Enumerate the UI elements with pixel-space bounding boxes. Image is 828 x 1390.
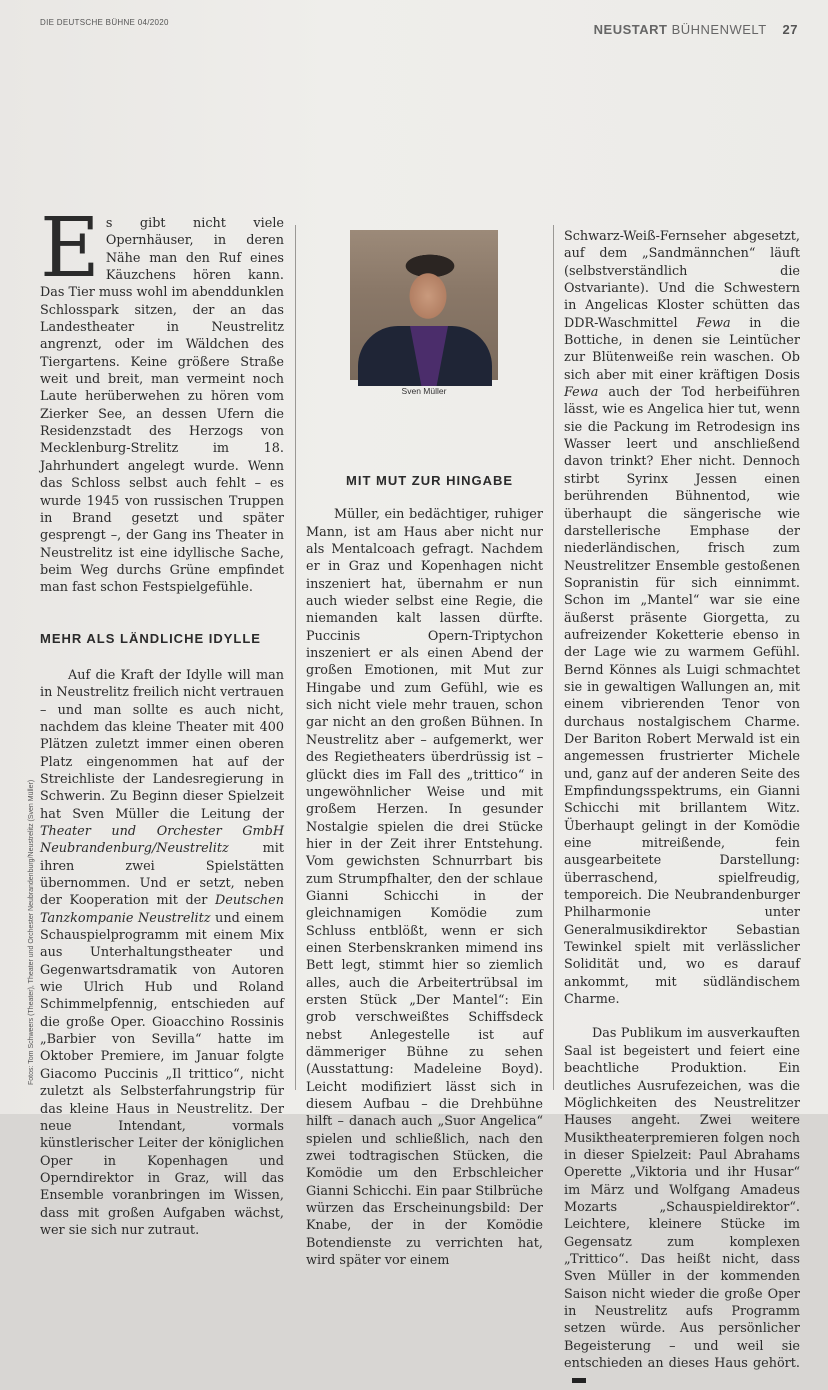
column-3 xyxy=(564,228,800,1390)
p3-text-a: Schwarz-Weiß-Fernseher abgesetzt, auf dem „Sandmännchen“ läuft (selbstverständlich die Ostvariante). Und die Schwestern in Angelicas Kloster schütten das DDR-Waschmittel xyxy=(564,229,800,331)
column-3-paragraph-2 xyxy=(564,1025,800,1389)
p3-text-b: in die Bottiche, in denen sie Leintücher zur Blütenweiße rein waschen. Ob sich aber mit einer kräftigen Dosis xyxy=(564,315,801,383)
p2-text-a: Auf die Kraft der Idylle will man in Neustrelitz freilich nicht vertrauen – und man sollte es auch nicht, nachdem das kleine Theater mit 400 Plätzen zuletzt immer einen oberen Platz eingenommen hat auf der Streichliste der Landesregierung in Schwerin. Zu Beginn dieser Spielzeit hat Sven Müller die Leitung der xyxy=(40,667,284,822)
column-2 xyxy=(306,472,543,1269)
dropcap: E xyxy=(40,201,100,296)
p2-italic-tanz: Deutschen Tanzkompanie Neustrelitz xyxy=(40,893,284,926)
p2-text-b: mit ihren zwei Spielstätten übernommen. Und er setzt, neben der Kooperation mit der xyxy=(40,841,284,909)
section-header xyxy=(594,22,798,37)
end-mark xyxy=(572,1378,586,1383)
subheading-idylle: MEHR ALS LÄNDLICHE IDYLLE xyxy=(40,630,261,646)
subheading-hingabe: MIT MUT ZUR HINGABE xyxy=(346,473,514,488)
intro-paragraph xyxy=(40,201,285,597)
page-number: 27 xyxy=(782,22,798,37)
p3-italic-fewa-2: Fewa xyxy=(564,385,599,401)
p2-text-c: und einem Schauspielprogramm mit einem Mix aus Unterhaltungstheater und Gegenwartsdramatik von Autoren wie Ulrich Hub und Roland Schimmelpfennig, entschieden auf die große Oper. Gioacchino Rossinis „Barbier von Sevilla“ hatte im Oktober Premiere, im Januar folgte Giacomo Puccinis „Il trittico“, nicht zuletzt als Selbsterfahrungstrip für das kleine Haus in Neustrelitz. Der neue Intendant, vormals künstlerischer Leiter der königlichen Oper in Kopenhagen und Operndirektor in Graz, will das Ensemble voranbringen im Wissen, dass mit großen Aufgaben wächst, wer sie sich nur zutraut. xyxy=(40,910,284,1238)
column-3-paragraph-1 xyxy=(564,228,800,1008)
column-2-text: Müller, ein bedächtiger, ruhiger Mann, ist am Haus aber nicht nur als Mentalcoach gefragt. Nachdem er in Graz und Kopenhagen nicht inszeniert hat, übernahm er nun auch wieder selbst eine Regie, die niemanden kalt lassen dürfte. Puccinis Opern-Triptychon inszeniert er als einen Abend der großen Emotionen, mit Mut zur Hingabe und zum Gefühl, wie es sich nicht viele mehr trauen, schon gar nicht an den großen Bühnen. In Neustrelitz aber – aufgemerkt, wer des Regietheaters überdrüssig ist – glückt dies im Fall des „trittico“ in ungewöhnlicher Weise und mit großem Herzen. In gesunder Nostalgie spielen die drei Stücke hier in der Zeit ihrer Entstehung. Vom gewichsten Schnurrbart bis zum Strumpfhalter, den der schlaue Gianni Schicchi in der gleichnamigen Komödie zum Schluss entblößt, wenn er sich einen Sterbenskranken mimend ins Bett legt, stimmt hier so ziemlich alles, auch die Arbeitertrübsal im ersten Stück „Der Mantel“: Ein grob verschweißtes Schiffsdeck nebst Anlegestelle ist auf dämmeriger Bühne zu sehen (Ausstattung: Madeleine Boyd). Leicht modifiziert lässt sich in diesem Aufbau – die Drehbühne hilft – danach auch „Suor Angelica“ spielen und schließlich, nach den zwei todtragischen Stücken, die Komödie um den Erbschleicher Gianni Schicchi. Ein paar Stilbrüche würzen das Erscheinungsbild: Der Knabe, der in der Komödie Botendienste zu verrichten hat, wird später vor einem xyxy=(306,507,543,1269)
p3-text-c: auch der Tod herbeiführen lässt, wie es Angelica hier tut, wenn sie die Packung im Retrodesign ins Wasser leert und anschließend davon trinkt? Eher nicht. Dennoch stirbt Syrinx Jessen einen berührenden Bühnentod, wie überhaupt die sängerische wie darstellerische Emphase der niederländischen, frisch zum Neustrelitzer Ensemble gestoßenen Sopranistin für sich einnimmt. Schon im „Mantel“ war sie eine äußerst präsente Giorgetta, zu aufreizender Koketterie ebenso in der Lage wie zu warmem Gefühl. Bernd Könnes als Luigi schmachtet sie in gewaltigen Wallungen an, mit einem vibrierenden Tenor von durchaus nostalgischem Charme. Der Bariton Robert Merwald ist ein angemessen frustrierter Michele und, ganz auf der anderen Seite des Empfindungsspektrums, ein Gianni Schicchi mit brillantem Witz. Überhaupt gelingt in der Komödie eine mitreißende, fein ausgearbeitete Darstellung: überraschend, spielfreudig, temporeich. Die Neubrandenburger Philharmonie unter Generalmusikdirektor Sebastian Tewinkel spielt mit verlässlicher Solidität und, wo es darauf ankommt, mit südländischem Charme. xyxy=(564,385,800,1008)
section-name: BÜHNENWELT xyxy=(671,22,767,37)
paragraph-2 xyxy=(40,667,284,1239)
section-bold: NEUSTART xyxy=(593,22,668,37)
p2-italic-company: Theater und Orchester GmbH Neubrandenburg/Neustrelitz xyxy=(40,824,284,857)
column-rule-1 xyxy=(295,225,296,1090)
column-rule-2 xyxy=(553,225,554,1090)
p3-text-final: Das Publikum im ausverkauften Saal ist begeistert und feiert eine beachtliche Produktion. Ein deutliches Ausrufezeichen, was die Möglichkeiten des Neustrelitzer Hauses angeht. Zwei weitere Musiktheaterpremieren folgen noch in dieser Spielzeit: Paul Abrahams Operette „Viktoria und ihr Husar“ im März und Wolfgang Amadeus Mozarts „Schauspieldirektor“. Leichtere, kleinere Stücke im Gegensatz zum komplexen „Trittico“. Das heißt nicht, dass Sven Müller in der kommenden Saison nicht wieder die große Oper in Neustrelitz aufs Programm setzen würde. Aus persönlicher Begeisterung – und weil sie entschieden an dieses Haus gehört. xyxy=(564,1026,800,1371)
magazine-issue: DIE DEUTSCHE BÜHNE 04/2020 xyxy=(40,18,169,27)
portrait-photo xyxy=(350,230,498,380)
intro-text: s gibt nicht viele Opernhäuser, in deren Nähe man den Ruf eines Käuzchens hören kann. Das Tier muss wohl im abenddunklen Schlosspark sitzen, der an das Landestheater in Neustrelitz angrenzt, oder im Wäldchen des Tiergartens. Keine größere Straße weit und breit, man vermeint noch Laute herüberwehen zu hören vom Zierker See, an dessen Ufern die Residenzstadt des Herzogs von Mecklenburg-Strelitz im 18. Jahrhundert angelegt wurde. Wenn das Schloss selbst auch fehlt – es wurde 1945 von russischen Truppen in Brand gesetzt und später gesprengt –, der Gang ins Theater in Neustrelitz ist eine idyllische Sache, beim Weg durchs Grüne empfindet man fast schon Festspielgefühle. xyxy=(40,216,285,596)
p3-italic-fewa-1: Fewa xyxy=(696,315,731,331)
photo-caption: Sven Müller xyxy=(401,386,447,396)
photo-credit: Fotos: Tom Schweers (Theater), Theater und Orchester Neubrandenburg/Neustrelitz (Sven Müller) xyxy=(28,779,35,1085)
column-1 xyxy=(40,201,285,1239)
